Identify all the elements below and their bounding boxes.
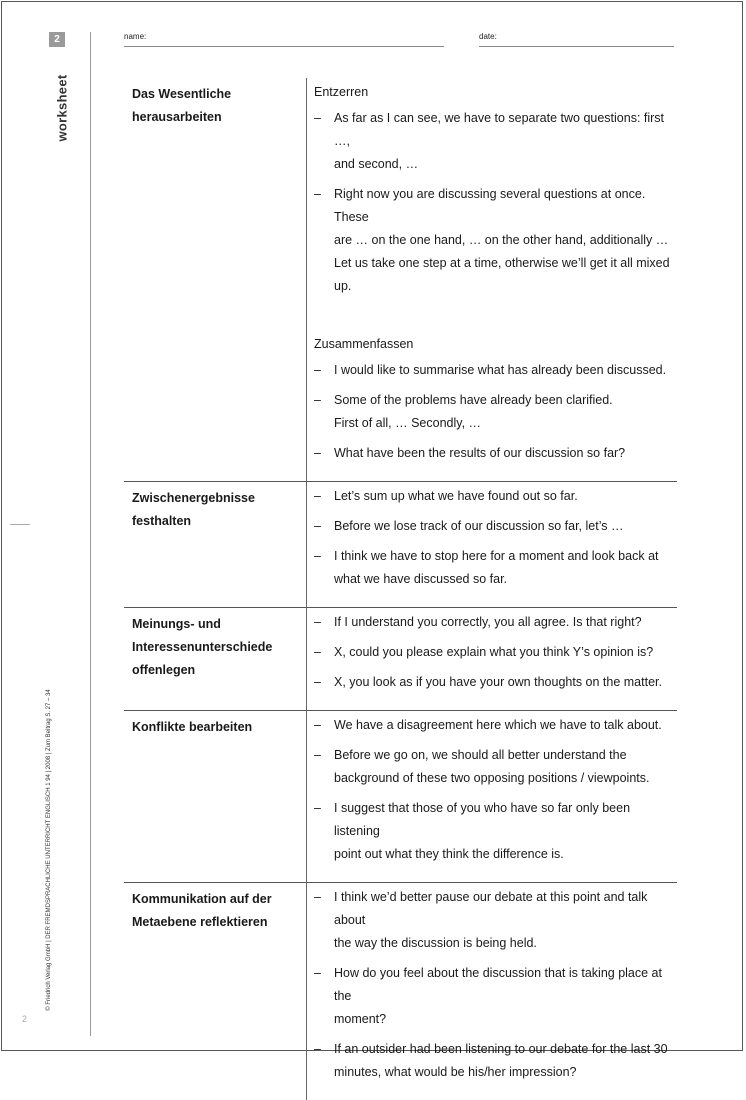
phrase-text: [334, 797, 673, 866]
phrase-line: are … on the one hand, … on the other hand, additionally …: [334, 229, 673, 252]
phrase-text: [334, 611, 673, 634]
topic-line: herausarbeiten: [132, 106, 300, 129]
page-number-badge: 2: [49, 32, 65, 47]
phrase-line: I suggest that those of you who have so far only been listening: [334, 797, 673, 843]
table-row: [124, 711, 677, 883]
dash-bullet: –: [314, 515, 334, 538]
topic-line: Meinungs- und: [132, 613, 300, 636]
phrase-text: [334, 962, 673, 1031]
dash-bullet: –: [314, 183, 334, 298]
dash-bullet: –: [314, 714, 334, 737]
name-field[interactable]: [124, 46, 444, 47]
sidebar-divider: [90, 32, 91, 1036]
section-phrases: [307, 883, 678, 1100]
topic-line: festhalten: [132, 510, 300, 533]
date-label: date:: [479, 32, 497, 41]
phrase-item: [314, 641, 673, 664]
phrase-line: Let us take one step at a time, otherwise we’ll get it all mixed: [334, 252, 673, 275]
phrase-line: Let’s sum up what we have found out so far.: [334, 485, 673, 508]
phrase-item: [314, 107, 673, 176]
dash-bullet: –: [314, 107, 334, 176]
section-phrases: [307, 482, 678, 608]
phrase-table: [124, 78, 677, 1100]
section-topic: [124, 482, 307, 608]
dash-bullet: –: [314, 744, 334, 790]
phrase-text: [334, 183, 673, 298]
phrase-line: We have a disagreement here which we have to talk about.: [334, 714, 673, 737]
group-spacer: [314, 305, 673, 333]
phrase-line: How do you feel about the discussion that is taking place at the: [334, 962, 673, 1008]
dash-bullet: –: [314, 359, 334, 382]
dash-bullet: –: [314, 389, 334, 435]
phrase-line: What have been the results of our discussion so far?: [334, 442, 673, 465]
dash-bullet: –: [314, 797, 334, 866]
phrase-item: [314, 1038, 673, 1084]
table-row: [124, 482, 677, 608]
phrase-item: [314, 389, 673, 435]
dash-bullet: –: [314, 886, 334, 955]
phrase-text: [334, 107, 673, 176]
phrase-text: [334, 485, 673, 508]
table-row: [124, 78, 677, 482]
section-topic: [124, 78, 307, 482]
dash-bullet: –: [314, 1038, 334, 1084]
phrase-item: [314, 886, 673, 955]
topic-line: Metaebene reflektieren: [132, 911, 300, 934]
phrase-line: X, you look as if you have your own thoughts on the matter.: [334, 671, 673, 694]
phrase-line: Right now you are discussing several questions at once. These: [334, 183, 673, 229]
phrase-item: [314, 962, 673, 1031]
phrase-text: [334, 714, 673, 737]
topic-line: Konflikte bearbeiten: [132, 716, 300, 739]
topic-line: Zwischenergebnisse: [132, 487, 300, 510]
footer-page-number: 2: [22, 1014, 27, 1024]
phrase-line: I would like to summarise what has already been discussed.: [334, 359, 673, 382]
phrase-line: I think we’d better pause our debate at this point and talk about: [334, 886, 673, 932]
phrase-line: what we have discussed so far.: [334, 568, 673, 591]
phrase-line: If an outsider had been listening to our debate for the last 30: [334, 1038, 673, 1061]
topic-line: Interessenunterschiede: [132, 636, 300, 659]
copyright-notice: © Friedrich Verlag GmbH | DER FREMDSPRACHLICHE UNTERRICHT ENGLISCH 1 94 | 2008 | Zum Beitrag S. 27 – 34: [46, 689, 52, 1010]
phrase-item: [314, 183, 673, 298]
phrase-text: [334, 641, 673, 664]
margin-tick-mark: [10, 524, 30, 525]
phrase-text: [334, 515, 673, 538]
phrase-line: If I understand you correctly, you all agree. Is that right?: [334, 611, 673, 634]
phrase-line: First of all, … Secondly, …: [334, 412, 673, 435]
topic-line: Kommunikation auf der: [132, 888, 300, 911]
phrase-line: Before we go on, we should all better understand the: [334, 744, 673, 767]
phrase-text: [334, 886, 673, 955]
date-field[interactable]: [479, 46, 674, 47]
section-topic: [124, 883, 307, 1100]
phrase-item: [314, 797, 673, 866]
worksheet-label: worksheet: [55, 74, 70, 141]
topic-line: Das Wesentliche: [132, 83, 300, 106]
dash-bullet: –: [314, 442, 334, 465]
name-label: name:: [124, 32, 146, 41]
phrase-line: Some of the problems have already been clarified.: [334, 389, 673, 412]
dash-bullet: –: [314, 962, 334, 1031]
subsection-heading: Zusammenfassen: [314, 333, 673, 355]
dash-bullet: –: [314, 641, 334, 664]
phrase-item: [314, 671, 673, 694]
section-phrases: [307, 711, 678, 883]
phrase-text: [334, 744, 673, 790]
phrase-line: moment?: [334, 1008, 673, 1031]
section-phrases: [307, 608, 678, 711]
phrase-text: [334, 389, 673, 435]
phrase-text: [334, 671, 673, 694]
phrase-line: Before we lose track of our discussion so far, let’s …: [334, 515, 673, 538]
phrase-text: [334, 1038, 673, 1084]
subsection-heading: Entzerren: [314, 81, 673, 103]
table-row: [124, 608, 677, 711]
section-phrases: [307, 78, 678, 482]
section-topic: [124, 711, 307, 883]
phrase-item: [314, 611, 673, 634]
phrase-item: [314, 545, 673, 591]
phrase-item: [314, 442, 673, 465]
phrase-line: the way the discussion is being held.: [334, 932, 673, 955]
phrase-line: I think we have to stop here for a moment and look back at: [334, 545, 673, 568]
phrase-line: background of these two opposing positions / viewpoints.: [334, 767, 673, 790]
dash-bullet: –: [314, 671, 334, 694]
phrase-line: up.: [334, 275, 673, 298]
phrase-line: X, could you please explain what you think Y’s opinion is?: [334, 641, 673, 664]
dash-bullet: –: [314, 545, 334, 591]
phrase-line: point out what they think the difference is.: [334, 843, 673, 866]
dash-bullet: –: [314, 485, 334, 508]
phrase-item: [314, 359, 673, 382]
phrase-text: [334, 545, 673, 591]
phrase-item: [314, 515, 673, 538]
topic-line: offenlegen: [132, 659, 300, 682]
dash-bullet: –: [314, 611, 334, 634]
phrase-text: [334, 442, 673, 465]
phrase-item: [314, 714, 673, 737]
phrase-line: and second, …: [334, 153, 673, 176]
phrase-item: [314, 485, 673, 508]
phrase-item: [314, 744, 673, 790]
phrase-line: As far as I can see, we have to separate two questions: first …,: [334, 107, 673, 153]
phrase-text: [334, 359, 673, 382]
section-topic: [124, 608, 307, 711]
phrase-line: minutes, what would be his/her impression?: [334, 1061, 673, 1084]
table-row: [124, 883, 677, 1100]
